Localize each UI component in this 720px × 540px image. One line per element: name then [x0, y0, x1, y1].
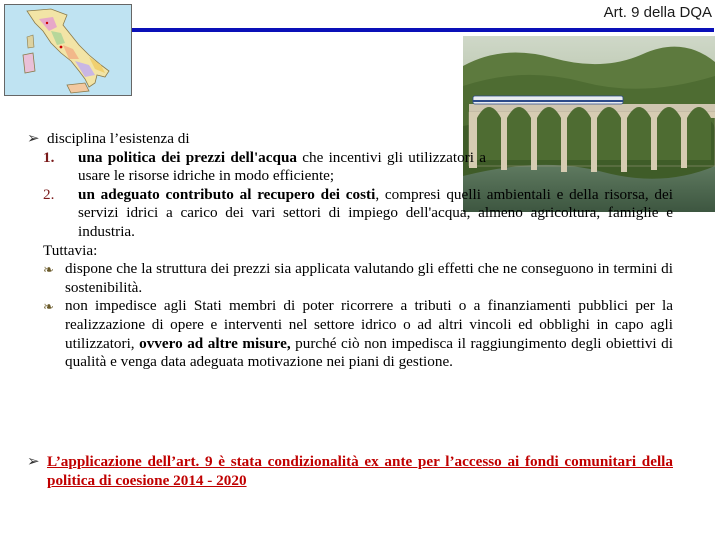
bullet-bold-text: ovvero ad altre misure,	[139, 334, 291, 352]
list-item-1	[45, 149, 486, 186]
item-text: , compresi quelli ambientali e della risorsa, dei servizi idrici a carico dei vari settori di impiego dell'acqua, almeno agricoltura, famiglie e industria.	[78, 185, 673, 240]
item-number: 2.	[43, 185, 55, 203]
intro-line	[27, 130, 455, 149]
intro-text: disciplina l’esistenza di	[47, 130, 190, 147]
bullet-text: non impedisce agli Stati membri di poter ricorrere a tributi o a finanziamenti pubblici per la realizzazione di opere e interventi nel settore idrico o ad altri vincoli ed obblighi in capo agli utilizzatori,	[65, 297, 673, 352]
italy-map-icon	[5, 5, 132, 96]
bullet-item-1	[45, 260, 673, 297]
bullet-text-after: purché ciò non impedisca il raggiungimento degli obiettivi di qualità e venga data adeguata motivazione nei piani di gestione.	[65, 334, 673, 371]
bullet-item-2	[45, 297, 673, 371]
leaf-bullet-icon: ❧	[43, 299, 54, 315]
bullet-text: dispone che la struttura dei prezzi sia applicata valutando gli effetti che ne conseguono in termini di sostenibilità.	[65, 260, 673, 296]
final-line	[27, 453, 673, 490]
tuttavia-label: Tuttavia:	[43, 241, 98, 259]
arrow-bullet-icon: ➢	[27, 453, 40, 470]
map-of-italy-image	[4, 4, 132, 96]
main-text-block	[27, 130, 673, 372]
leaf-bullet-icon: ❧	[43, 262, 54, 278]
item-text: che incentivi gli utilizzatori a usare le risorse idriche in modo efficiente;	[78, 148, 487, 185]
final-statement	[27, 453, 673, 490]
page-title: Art. 9 della DQA	[603, 4, 712, 21]
item-bold-text: una politica dei prezzi dell'acqua	[78, 148, 297, 166]
list-item-2	[45, 186, 673, 242]
item-bold-text: un adeguato contributo al recupero dei costi	[78, 185, 376, 203]
arrow-bullet-icon: ➢	[27, 130, 40, 147]
title-underline-rule	[132, 28, 714, 32]
item-number: 1.	[43, 148, 55, 166]
condizionalita-link[interactable]: L’applicazione dell’art. 9 è stata condizionalità ex ante per l’accesso ai fondi comunitari della politica di coesione 2014 - 2020	[47, 453, 673, 489]
